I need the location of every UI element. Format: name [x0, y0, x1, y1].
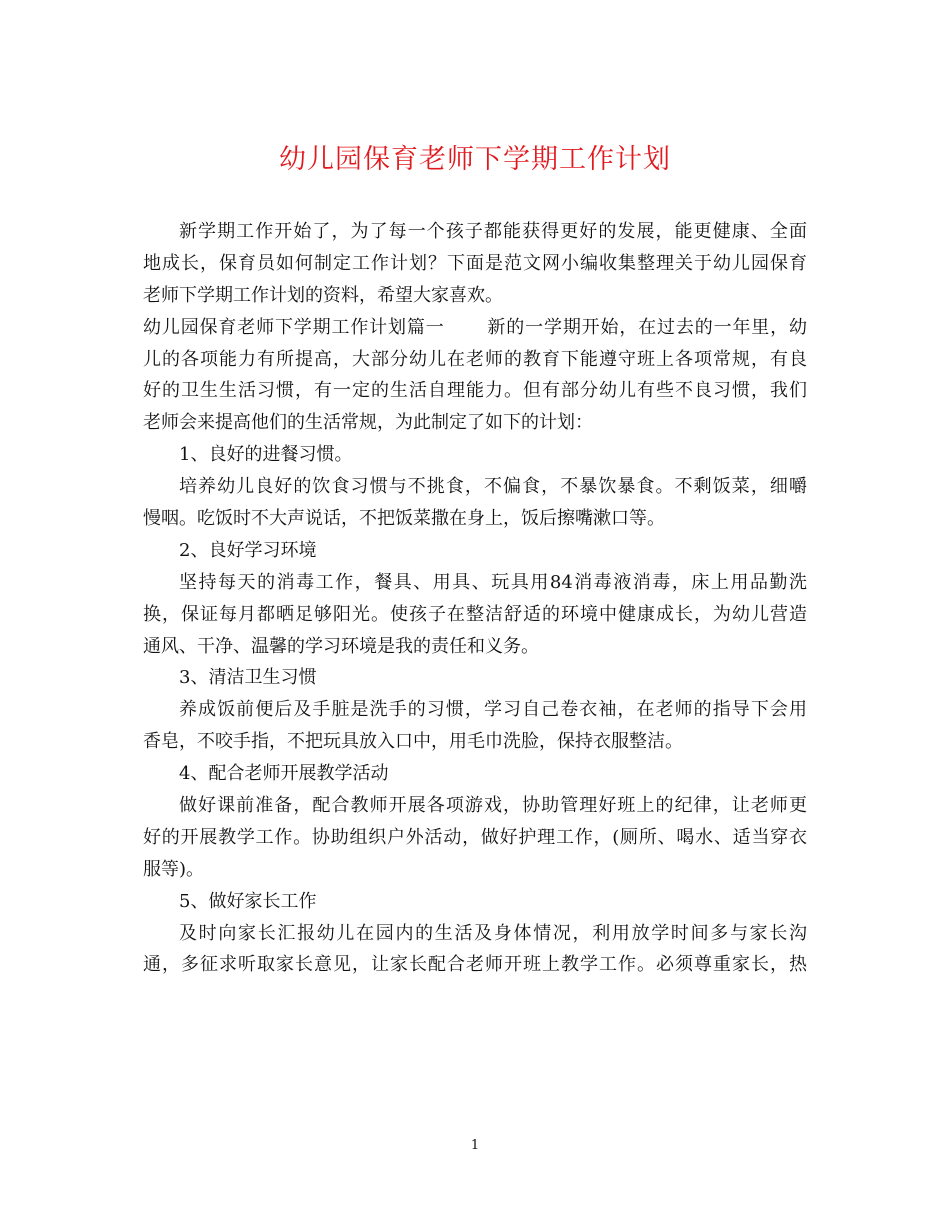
item-2-heading: 2、良好学习环境 — [179, 539, 317, 561]
item-1-paragraph-line: 培养幼儿良好的饮食习惯与不挑食，不偏食，不暴饮暴食。不剩饭菜，细嚼 — [179, 476, 807, 498]
intro-paragraph-line: 地成长，保育员如何制定工作计划？下面是范文网小编收集整理关于幼儿园保育 — [143, 252, 807, 274]
item-3-heading: 3、清洁卫生习惯 — [179, 667, 317, 689]
item-4-paragraph-line: 做好课前准备，配合教师开展各项游戏，协助管理好班上的纪律，让老师更 — [179, 795, 807, 817]
intro-paragraph-line: 老师下学期工作计划的资料，希望大家喜欢。 — [143, 284, 503, 306]
section-paragraph-line: 老师会来提高他们的生活常规，为此制定了如下的计划： — [143, 412, 593, 434]
item-5-paragraph-line: 通，多征求听取家长意见，让家长配合老师开班上教学工作。必须尊重家长，热 — [143, 954, 807, 976]
item-2-paragraph-line: 换，保证每月都晒足够阳光。使孩子在整洁舒适的环境中健康成长，为幼儿营造 — [143, 603, 807, 625]
item-4-paragraph-line: 好的开展教学工作。协助组织户外活动，做好护理工作，(厕所、喝水、适当穿衣 — [143, 826, 807, 848]
section-paragraph-line: 儿的各项能力有所提高，大部分幼儿在老师的教育下能遵守班上各项常规，有良 — [143, 348, 807, 370]
item-1-heading: 1、良好的进餐习惯。 — [179, 444, 353, 466]
item-2-paragraph-line: 坚持每天的消毒工作，餐具、用具、玩具用84消毒液消毒，床上用品勤洗 — [179, 571, 807, 593]
item-4-heading: 4、配合老师开展教学活动 — [179, 763, 389, 785]
item-3-paragraph-line: 养成饭前便后及手脏是洗手的习惯，学习自己卷衣袖，在老师的指导下会用 — [179, 699, 807, 721]
item-3-paragraph-line: 香皂，不咬手指，不把玩具放入口中，用毛巾洗脸，保持衣服整洁。 — [143, 731, 683, 753]
page-number: 1 — [470, 1138, 480, 1153]
item-2-paragraph-line: 通风、干净、温馨的学习环境是我的责任和义务。 — [143, 635, 539, 657]
item-5-heading: 5、做好家长工作 — [179, 890, 317, 912]
document-body — [143, 216, 807, 981]
item-4-paragraph-line: 服等)。 — [143, 858, 205, 880]
intro-paragraph-line: 新学期工作开始了，为了每一个孩子都能获得更好的发展，能更健康、全面 — [179, 221, 807, 242]
document-title: 幼儿园保育老师下学期工作计划 — [279, 144, 671, 175]
section-heading-line — [143, 312, 807, 344]
section-paragraph-line: 好的卫生生活习惯，有一定的生活自理能力。但有部分幼儿有些不良习惯，我们 — [143, 380, 807, 402]
item-1-paragraph-line: 慢咽。吃饭时不大声说话，不把饭菜撒在身上，饭后擦嘴漱口等。 — [143, 508, 665, 530]
item-5-paragraph-line: 及时向家长汇报幼儿在园内的生活及身体情况，利用放学时间多与家长沟 — [179, 922, 807, 944]
section-heading: 幼儿园保育老师下学期工作计划篇一 — [143, 316, 445, 338]
section-paragraph-text: 新的一学期开始，在过去的一年里，幼 — [486, 316, 808, 338]
